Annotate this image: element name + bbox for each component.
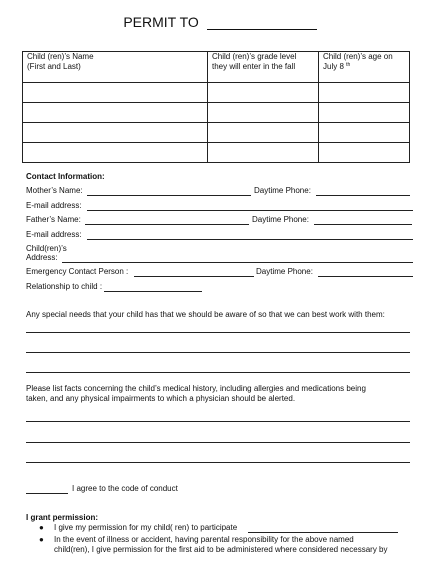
- medical-line[interactable]: [26, 442, 410, 443]
- emergency-field[interactable]: [134, 276, 254, 277]
- cell-grade[interactable]: [208, 83, 319, 103]
- emergency-label: Emergency Contact Person :: [26, 267, 129, 276]
- cell-name[interactable]: [23, 143, 208, 163]
- mother-name-field[interactable]: [87, 195, 251, 196]
- activity-field[interactable]: [248, 532, 398, 533]
- header-age: [319, 52, 410, 83]
- cell-grade[interactable]: [208, 143, 319, 163]
- header-age-line1: Child (ren)’s age on: [323, 52, 393, 61]
- father-name-label: Father’s Name:: [26, 215, 81, 224]
- mother-phone-field[interactable]: [316, 195, 410, 196]
- grant-heading: I grant permission:: [26, 513, 99, 522]
- mother-name-label: Mother’s Name:: [26, 186, 83, 195]
- emergency-phone-label: Daytime Phone:: [256, 267, 313, 276]
- cell-age[interactable]: [319, 143, 410, 163]
- header-grade: [208, 52, 319, 83]
- cell-name[interactable]: [23, 123, 208, 143]
- medical-text-2: taken, and any physical impairments to which a physician should be alerted.: [26, 394, 296, 403]
- table-row: [23, 103, 410, 123]
- special-needs-line[interactable]: [26, 352, 410, 353]
- page-title: [0, 14, 440, 30]
- bullet-icon: ●: [39, 523, 44, 532]
- medical-line[interactable]: [26, 462, 410, 463]
- emergency-phone-field[interactable]: [318, 276, 413, 277]
- medical-text-1: Please list facts concerning the child’s medical history, including allergies and medications being: [26, 384, 366, 393]
- title-text: PERMIT TO: [123, 14, 199, 30]
- medical-line[interactable]: [26, 421, 410, 422]
- father-phone-field[interactable]: [314, 224, 412, 225]
- father-email-label: E-mail address:: [26, 230, 82, 239]
- special-needs-text: Any special needs that your child has that we should be aware of so that we can best work with them:: [26, 310, 385, 319]
- children-table: [22, 51, 410, 163]
- cell-age[interactable]: [319, 103, 410, 123]
- bullet-icon: ●: [39, 535, 44, 544]
- table-header-row: [23, 52, 410, 83]
- header-age-date: July 8: [323, 61, 344, 71]
- code-of-conduct-text: I agree to the code of conduct: [72, 484, 178, 493]
- mother-email-label: E-mail address:: [26, 201, 82, 210]
- father-email-field[interactable]: [87, 239, 413, 240]
- relationship-label: Relationship to child :: [26, 282, 103, 291]
- header-name-line2: (First and Last): [27, 61, 81, 71]
- cell-name[interactable]: [23, 83, 208, 103]
- relationship-field[interactable]: [104, 291, 202, 292]
- grant-item-1: I give my permission for my child( ren) to participate: [54, 523, 238, 532]
- child-address-label-1: Child(ren)’s: [26, 244, 67, 253]
- cell-age[interactable]: [319, 123, 410, 143]
- title-blank[interactable]: [207, 16, 317, 30]
- header-grade-line2: they will enter in the fall: [212, 61, 296, 71]
- special-needs-line[interactable]: [26, 372, 410, 373]
- header-age-line2: [323, 62, 405, 72]
- cell-name[interactable]: [23, 103, 208, 123]
- child-address-field[interactable]: [62, 262, 413, 263]
- table-row: [23, 83, 410, 103]
- cell-grade[interactable]: [208, 123, 319, 143]
- header-age-sup: th: [346, 61, 351, 68]
- father-name-field[interactable]: [85, 224, 249, 225]
- contact-heading: Contact Information:: [26, 172, 105, 181]
- grant-item-2-line-1: In the event of illness or accident, having parental responsibility for the above named: [54, 535, 354, 544]
- father-phone-label: Daytime Phone:: [252, 215, 309, 224]
- header-name-line1: Child (ren)’s Name: [27, 52, 94, 61]
- cell-age[interactable]: [319, 83, 410, 103]
- header-name: [23, 52, 208, 83]
- child-address-label-2: Address:: [26, 253, 58, 262]
- grant-item-2-line-2: child(ren), I give permission for the first aid to be administered where considered necessary by: [54, 545, 388, 554]
- table-row: [23, 123, 410, 143]
- special-needs-line[interactable]: [26, 332, 410, 333]
- cell-grade[interactable]: [208, 103, 319, 123]
- code-of-conduct-initials[interactable]: [26, 493, 68, 494]
- mother-phone-label: Daytime Phone:: [254, 186, 311, 195]
- table-row: [23, 143, 410, 163]
- mother-email-field[interactable]: [87, 210, 413, 211]
- header-grade-line1: Child (ren)’s grade level: [212, 52, 297, 61]
